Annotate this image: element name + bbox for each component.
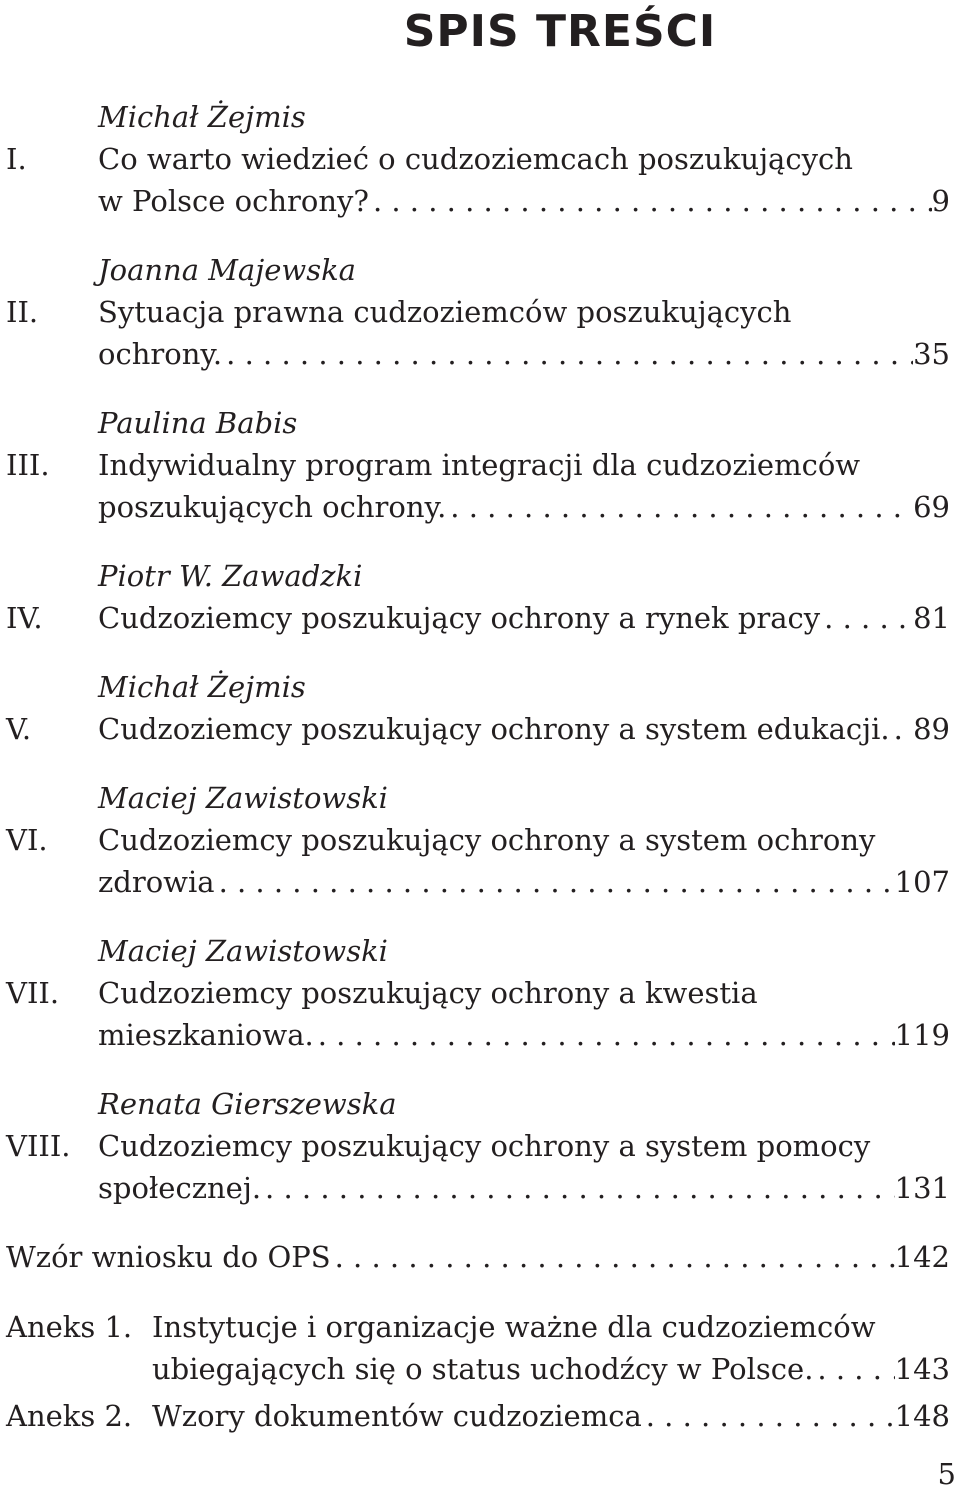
entry-page-number: 9 bbox=[931, 184, 950, 218]
leader-dots bbox=[446, 486, 913, 528]
entry-page-number: 131 bbox=[894, 1171, 950, 1205]
entry-page-number: 81 bbox=[913, 601, 950, 635]
entry-title-last-line[interactable] bbox=[98, 861, 950, 903]
entry-author: Piotr W. Zawadzki bbox=[98, 559, 363, 593]
entry-title-text: Cudzoziemcy poszukujący ochrony a system edukacji. bbox=[98, 712, 890, 746]
entry-title-line: Sytuacja prawna cudzoziemców poszukujących bbox=[98, 295, 792, 329]
entry-page-number: 69 bbox=[913, 490, 950, 524]
entry-title-text: ubiegających się o status uchodźcy w Polsce. bbox=[152, 1352, 814, 1386]
entry-title-text: Cudzoziemcy poszukujący ochrony a rynek pracy bbox=[98, 601, 821, 635]
leader-dots bbox=[642, 1395, 895, 1437]
entry-page-number: 89 bbox=[913, 712, 950, 746]
annex-label: Aneks 2. bbox=[6, 1399, 133, 1433]
leader-dots bbox=[314, 1014, 895, 1056]
entry-title-text: Wzór wniosku do OPS bbox=[6, 1240, 331, 1274]
leader-dots bbox=[215, 861, 895, 903]
entry-author: Michał Żejmis bbox=[98, 670, 306, 704]
entry-title-last-line[interactable] bbox=[98, 180, 950, 222]
entry-title-last-line[interactable] bbox=[98, 1014, 950, 1056]
entry-title-last-line[interactable] bbox=[6, 1236, 950, 1278]
entry-number: VII. bbox=[6, 976, 60, 1010]
entry-number: III. bbox=[6, 448, 50, 482]
entry-number: II. bbox=[6, 295, 39, 329]
entry-page-number: 148 bbox=[894, 1399, 950, 1433]
entry-title-last-line[interactable] bbox=[98, 486, 950, 528]
entry-title-last-line[interactable] bbox=[98, 597, 950, 639]
entry-page-number: 143 bbox=[894, 1352, 950, 1386]
entry-author: Michał Żejmis bbox=[98, 100, 306, 134]
entry-title-text: ochrony. bbox=[98, 337, 223, 371]
entry-number: V. bbox=[6, 712, 32, 746]
entry-title-line: Cudzoziemcy poszukujący ochrony a system pomocy bbox=[98, 1129, 871, 1163]
entry-title-text: zdrowia bbox=[98, 865, 215, 899]
entry-number: VIII. bbox=[6, 1129, 71, 1163]
entry-title-text: społecznej. bbox=[98, 1171, 262, 1205]
entry-title-last-line[interactable] bbox=[98, 333, 950, 375]
entry-author: Joanna Majewska bbox=[98, 253, 356, 287]
entry-title-line: Instytucje i organizacje ważne dla cudzoziemców bbox=[152, 1310, 876, 1344]
entry-title-line: Cudzoziemcy poszukujący ochrony a kwestia bbox=[98, 976, 758, 1010]
entry-number: VI. bbox=[6, 823, 48, 857]
annex-label: Aneks 1. bbox=[6, 1310, 133, 1344]
leader-dots bbox=[222, 333, 913, 375]
entry-title-text: mieszkaniowa. bbox=[98, 1018, 314, 1052]
entry-author: Maciej Zawistowski bbox=[98, 934, 388, 968]
page-number: 5 bbox=[937, 1457, 956, 1491]
entry-title-text: w Polsce ochrony? bbox=[98, 184, 369, 218]
entry-page-number: 35 bbox=[913, 337, 950, 371]
entry-title-line: Indywidualny program integracji dla cudzoziemców bbox=[98, 448, 861, 482]
entry-title-last-line[interactable] bbox=[98, 708, 950, 750]
entry-title-last-line[interactable] bbox=[152, 1348, 950, 1390]
leader-dots bbox=[820, 597, 913, 639]
leader-dots bbox=[261, 1167, 895, 1209]
entry-page-number: 119 bbox=[894, 1018, 950, 1052]
entry-page-number: 142 bbox=[894, 1240, 950, 1274]
entry-title-text: poszukujących ochrony. bbox=[98, 490, 447, 524]
entry-page-number: 107 bbox=[894, 865, 950, 899]
entry-title-last-line[interactable] bbox=[98, 1167, 950, 1209]
leader-dots bbox=[331, 1236, 895, 1278]
entry-title-line: Cudzoziemcy poszukujący ochrony a system ochrony bbox=[98, 823, 876, 857]
leader-dots bbox=[890, 708, 913, 750]
entry-title-line: Co warto wiedzieć o cudzoziemcach poszukujących bbox=[98, 142, 853, 176]
entry-author: Maciej Zawistowski bbox=[98, 781, 388, 815]
entry-author: Renata Gierszewska bbox=[98, 1087, 397, 1121]
entry-number: I. bbox=[6, 142, 27, 176]
leader-dots bbox=[813, 1348, 894, 1390]
entry-title-text: Wzory dokumentów cudzoziemca bbox=[152, 1399, 642, 1433]
entry-title-last-line[interactable] bbox=[152, 1395, 950, 1437]
leader-dots bbox=[369, 180, 932, 222]
page-title: SPIS TREŚCI bbox=[403, 6, 717, 57]
entry-author: Paulina Babis bbox=[98, 406, 298, 440]
entry-number: IV. bbox=[6, 601, 43, 635]
